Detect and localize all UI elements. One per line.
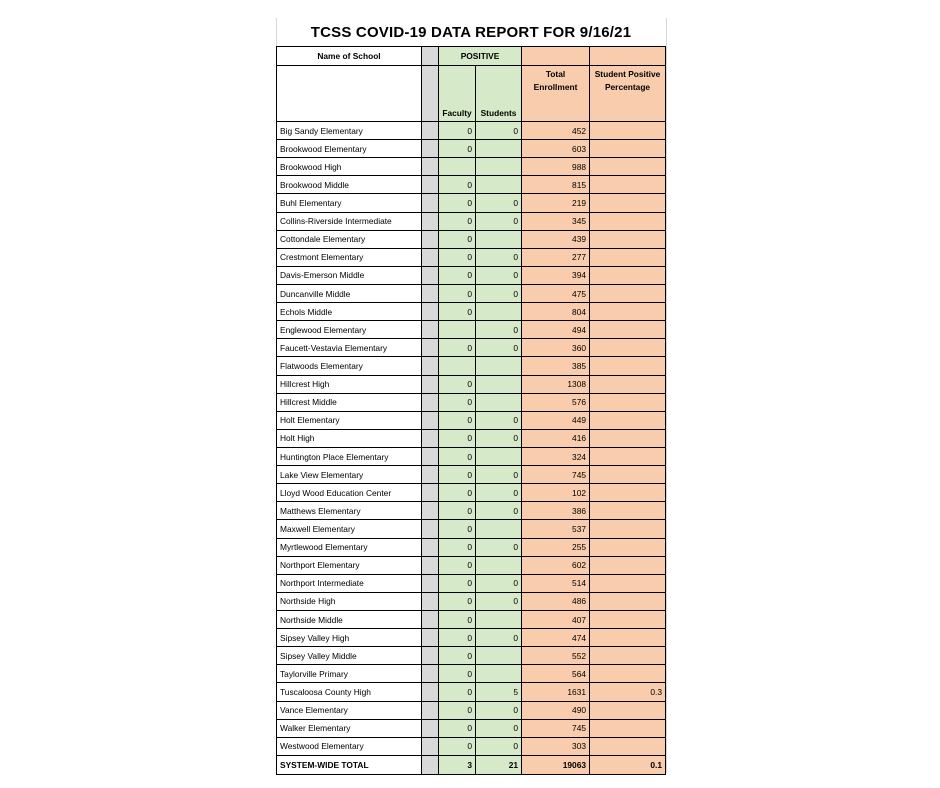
faculty-positive: 0 — [439, 140, 476, 158]
total-enrollment: 603 — [522, 140, 590, 158]
table-row — [277, 122, 666, 140]
faculty-positive: 0 — [439, 411, 476, 429]
school-name: Collins-Riverside Intermediate — [277, 212, 422, 230]
gap-cell — [422, 303, 439, 321]
student-positive-pct — [590, 122, 666, 140]
table-row — [277, 701, 666, 719]
students-positive — [476, 393, 522, 411]
school-name: Westwood Elementary — [277, 737, 422, 755]
students-positive — [476, 375, 522, 393]
student-positive-pct — [590, 429, 666, 447]
gap-cell — [422, 647, 439, 665]
faculty-positive: 0 — [439, 665, 476, 683]
table-row — [277, 357, 666, 375]
positive-header: POSITIVE — [439, 47, 522, 66]
faculty-positive: 0 — [439, 466, 476, 484]
faculty-positive: 0 — [439, 574, 476, 592]
student-positive-pct — [590, 466, 666, 484]
table-row — [277, 140, 666, 158]
student-positive-pct — [590, 629, 666, 647]
header-row-2 — [277, 66, 666, 122]
gap-cell — [422, 592, 439, 610]
students-positive — [476, 357, 522, 375]
table-body — [277, 122, 666, 756]
school-name: Sipsey Valley Middle — [277, 647, 422, 665]
gap-cell — [422, 520, 439, 538]
gap-cell — [422, 140, 439, 158]
student-positive-pct — [590, 339, 666, 357]
students-positive: 0 — [476, 339, 522, 357]
gap-cell — [422, 755, 439, 774]
school-name: Northport Intermediate — [277, 574, 422, 592]
total-enrollment: 407 — [522, 610, 590, 628]
sheet-border-right — [666, 18, 667, 773]
table-row — [277, 466, 666, 484]
student-positive-pct — [590, 303, 666, 321]
school-name: Vance Elementary — [277, 701, 422, 719]
table-row — [277, 303, 666, 321]
faculty-positive: 0 — [439, 538, 476, 556]
student-positive-pct — [590, 647, 666, 665]
total-enrollment: 386 — [522, 502, 590, 520]
total-enrollment: 1308 — [522, 375, 590, 393]
students-positive: 0 — [476, 592, 522, 610]
students-positive — [476, 303, 522, 321]
school-name: Flatwoods Elementary — [277, 357, 422, 375]
covid-data-table — [276, 46, 666, 775]
total-enrollment: 815 — [522, 176, 590, 194]
faculty-positive: 0 — [439, 647, 476, 665]
school-name: Holt High — [277, 429, 422, 447]
total-enrollment: 490 — [522, 701, 590, 719]
gap-cell — [422, 701, 439, 719]
student-positive-pct — [590, 484, 666, 502]
gap-cell — [422, 266, 439, 284]
report-title: TCSS COVID-19 DATA REPORT FOR 9/16/21 — [310, 24, 632, 41]
total-enrollment: 745 — [522, 719, 590, 737]
students-positive — [476, 665, 522, 683]
school-name: Holt Elementary — [277, 411, 422, 429]
total-enrollment: 452 — [522, 122, 590, 140]
table-row — [277, 248, 666, 266]
table-row — [277, 538, 666, 556]
students-positive: 0 — [476, 502, 522, 520]
student-positive-pct-header: Student Positive Percentage — [590, 66, 666, 122]
students-header: Students — [476, 66, 522, 122]
school-name: Brookwood High — [277, 158, 422, 176]
school-name: Buhl Elementary — [277, 194, 422, 212]
students-positive: 0 — [476, 194, 522, 212]
student-positive-pct — [590, 212, 666, 230]
total-enrollment: 360 — [522, 339, 590, 357]
table-row — [277, 321, 666, 339]
enrollment-header-top — [522, 47, 590, 66]
faculty-positive: 0 — [439, 393, 476, 411]
total-enrollment: 439 — [522, 230, 590, 248]
gap-cell — [422, 429, 439, 447]
table-row — [277, 158, 666, 176]
table-row — [277, 502, 666, 520]
gap-cell — [422, 411, 439, 429]
gap-cell — [422, 447, 439, 465]
total-enrollment: 1631 — [522, 683, 590, 701]
gap-cell — [422, 719, 439, 737]
gap-cell — [422, 194, 439, 212]
faculty-positive: 0 — [439, 701, 476, 719]
faculty-positive: 0 — [439, 719, 476, 737]
table-row — [277, 719, 666, 737]
students-positive — [476, 610, 522, 628]
faculty-positive: 0 — [439, 375, 476, 393]
gap-cell — [422, 212, 439, 230]
student-positive-pct — [590, 140, 666, 158]
faculty-positive: 0 — [439, 303, 476, 321]
student-positive-pct — [590, 321, 666, 339]
faculty-positive: 0 — [439, 683, 476, 701]
table-row — [277, 647, 666, 665]
students-positive: 0 — [476, 122, 522, 140]
student-positive-pct — [590, 357, 666, 375]
students-positive: 0 — [476, 574, 522, 592]
total-students: 21 — [476, 755, 522, 774]
school-name: Walker Elementary — [277, 719, 422, 737]
gap-cell — [422, 158, 439, 176]
table-row — [277, 393, 666, 411]
table-row — [277, 339, 666, 357]
gap-cell — [422, 629, 439, 647]
table-row — [277, 683, 666, 701]
school-name: Matthews Elementary — [277, 502, 422, 520]
faculty-positive: 0 — [439, 266, 476, 284]
table-row — [277, 737, 666, 755]
students-positive — [476, 447, 522, 465]
table-row — [277, 212, 666, 230]
student-positive-pct — [590, 230, 666, 248]
table-row — [277, 665, 666, 683]
faculty-positive: 0 — [439, 737, 476, 755]
school-name: Northside Middle — [277, 610, 422, 628]
table-row — [277, 266, 666, 284]
gap-cell — [422, 556, 439, 574]
students-positive: 0 — [476, 284, 522, 302]
faculty-positive: 0 — [439, 230, 476, 248]
total-enrollment: 416 — [522, 429, 590, 447]
total-enrollment: 475 — [522, 284, 590, 302]
table-row — [277, 375, 666, 393]
header-row-1 — [277, 47, 666, 66]
school-name: Tuscaloosa County High — [277, 683, 422, 701]
gap-cell — [422, 574, 439, 592]
faculty-positive: 0 — [439, 556, 476, 574]
table-row — [277, 194, 666, 212]
students-positive — [476, 520, 522, 538]
faculty-positive: 0 — [439, 339, 476, 357]
total-enrollment: 219 — [522, 194, 590, 212]
total-enrollment: 385 — [522, 357, 590, 375]
faculty-positive: 0 — [439, 484, 476, 502]
total-enrollment: 494 — [522, 321, 590, 339]
student-positive-pct — [590, 176, 666, 194]
table-row — [277, 610, 666, 628]
faculty-positive: 0 — [439, 429, 476, 447]
students-positive: 0 — [476, 248, 522, 266]
total-enrollment: 394 — [522, 266, 590, 284]
table-row — [277, 447, 666, 465]
school-name: Duncanville Middle — [277, 284, 422, 302]
table-row — [277, 230, 666, 248]
pct-header-top — [590, 47, 666, 66]
student-positive-pct — [590, 447, 666, 465]
school-name: Englewood Elementary — [277, 321, 422, 339]
total-enrollment: 19063 — [522, 755, 590, 774]
gap-cell — [422, 683, 439, 701]
student-positive-pct — [590, 665, 666, 683]
students-positive: 0 — [476, 484, 522, 502]
table-row — [277, 629, 666, 647]
student-positive-pct — [590, 411, 666, 429]
students-positive: 0 — [476, 538, 522, 556]
school-name: Huntington Place Elementary — [277, 447, 422, 465]
total-enrollment: 277 — [522, 248, 590, 266]
total-enrollment: 303 — [522, 737, 590, 755]
student-positive-pct — [590, 158, 666, 176]
gap-cell — [422, 538, 439, 556]
total-enrollment-header: Total Enrollment — [522, 66, 590, 122]
total-enrollment: 537 — [522, 520, 590, 538]
student-positive-pct — [590, 393, 666, 411]
student-positive-pct: 0.3 — [590, 683, 666, 701]
table-row — [277, 411, 666, 429]
student-positive-pct — [590, 284, 666, 302]
report-sheet — [276, 18, 666, 773]
student-positive-pct — [590, 610, 666, 628]
students-positive: 0 — [476, 266, 522, 284]
students-positive: 0 — [476, 701, 522, 719]
students-positive — [476, 647, 522, 665]
gap-cell — [422, 230, 439, 248]
students-positive: 5 — [476, 683, 522, 701]
total-enrollment: 552 — [522, 647, 590, 665]
gap-cell — [422, 357, 439, 375]
total-faculty: 3 — [439, 755, 476, 774]
student-positive-pct — [590, 574, 666, 592]
gap-cell — [422, 375, 439, 393]
students-positive — [476, 140, 522, 158]
gap-cell — [422, 47, 439, 66]
student-positive-pct — [590, 248, 666, 266]
school-name: Lloyd Wood Education Center — [277, 484, 422, 502]
students-positive: 0 — [476, 466, 522, 484]
gap-cell — [422, 66, 439, 122]
school-header-blank — [277, 66, 422, 122]
gap-cell — [422, 393, 439, 411]
total-enrollment: 804 — [522, 303, 590, 321]
table-row — [277, 176, 666, 194]
school-name: Brookwood Middle — [277, 176, 422, 194]
total-enrollment: 449 — [522, 411, 590, 429]
gap-cell — [422, 466, 439, 484]
students-positive: 0 — [476, 737, 522, 755]
gap-cell — [422, 122, 439, 140]
school-name: Brookwood Elementary — [277, 140, 422, 158]
faculty-positive: 0 — [439, 122, 476, 140]
total-label: SYSTEM-WIDE TOTAL — [277, 755, 422, 774]
school-name: Hillcrest High — [277, 375, 422, 393]
gap-cell — [422, 321, 439, 339]
school-name: Crestmont Elementary — [277, 248, 422, 266]
faculty-positive: 0 — [439, 176, 476, 194]
table-row — [277, 574, 666, 592]
total-enrollment: 564 — [522, 665, 590, 683]
school-name: Hillcrest Middle — [277, 393, 422, 411]
table-row — [277, 484, 666, 502]
student-positive-pct — [590, 194, 666, 212]
school-name: Maxwell Elementary — [277, 520, 422, 538]
table-row — [277, 556, 666, 574]
student-positive-pct — [590, 375, 666, 393]
students-positive — [476, 176, 522, 194]
total-enrollment: 514 — [522, 574, 590, 592]
student-positive-pct — [590, 592, 666, 610]
school-name: Faucett-Vestavia Elementary — [277, 339, 422, 357]
total-enrollment: 745 — [522, 466, 590, 484]
school-header: Name of School — [277, 47, 422, 66]
students-positive: 0 — [476, 212, 522, 230]
gap-cell — [422, 176, 439, 194]
gap-cell — [422, 284, 439, 302]
faculty-header: Faculty — [439, 66, 476, 122]
table-row — [277, 592, 666, 610]
faculty-positive: 0 — [439, 629, 476, 647]
faculty-positive: 0 — [439, 502, 476, 520]
total-enrollment: 102 — [522, 484, 590, 502]
faculty-positive: 0 — [439, 194, 476, 212]
faculty-positive: 0 — [439, 520, 476, 538]
total-enrollment: 576 — [522, 393, 590, 411]
student-positive-pct — [590, 701, 666, 719]
total-enrollment: 255 — [522, 538, 590, 556]
school-name: Lake View Elementary — [277, 466, 422, 484]
faculty-positive: 0 — [439, 447, 476, 465]
students-positive — [476, 230, 522, 248]
faculty-positive: 0 — [439, 592, 476, 610]
students-positive — [476, 556, 522, 574]
students-positive: 0 — [476, 629, 522, 647]
faculty-positive: 0 — [439, 248, 476, 266]
total-enrollment: 345 — [522, 212, 590, 230]
school-name: Northport Elementary — [277, 556, 422, 574]
total-pct: 0.1 — [590, 755, 666, 774]
gap-cell — [422, 502, 439, 520]
total-enrollment: 474 — [522, 629, 590, 647]
faculty-positive: 0 — [439, 610, 476, 628]
faculty-positive — [439, 357, 476, 375]
gap-cell — [422, 484, 439, 502]
students-positive: 0 — [476, 719, 522, 737]
school-name: Davis-Emerson Middle — [277, 266, 422, 284]
school-name: Northside High — [277, 592, 422, 610]
gap-cell — [422, 339, 439, 357]
gap-cell — [422, 665, 439, 683]
gap-cell — [422, 610, 439, 628]
student-positive-pct — [590, 502, 666, 520]
faculty-positive: 0 — [439, 284, 476, 302]
total-enrollment: 486 — [522, 592, 590, 610]
students-positive — [476, 158, 522, 176]
student-positive-pct — [590, 556, 666, 574]
total-enrollment: 988 — [522, 158, 590, 176]
student-positive-pct — [590, 719, 666, 737]
system-total-row — [277, 755, 666, 774]
table-row — [277, 520, 666, 538]
gap-cell — [422, 248, 439, 266]
student-positive-pct — [590, 737, 666, 755]
students-positive: 0 — [476, 429, 522, 447]
school-name: Sipsey Valley High — [277, 629, 422, 647]
faculty-positive — [439, 321, 476, 339]
school-name: Myrtlewood Elementary — [277, 538, 422, 556]
school-name: Cottondale Elementary — [277, 230, 422, 248]
student-positive-pct — [590, 538, 666, 556]
faculty-positive: 0 — [439, 212, 476, 230]
student-positive-pct — [590, 520, 666, 538]
students-positive: 0 — [476, 321, 522, 339]
school-name: Taylorville Primary — [277, 665, 422, 683]
students-positive: 0 — [476, 411, 522, 429]
table-row — [277, 429, 666, 447]
school-name: Echols Middle — [277, 303, 422, 321]
gap-cell — [422, 737, 439, 755]
student-positive-pct — [590, 266, 666, 284]
school-name: Big Sandy Elementary — [277, 122, 422, 140]
table-row — [277, 284, 666, 302]
total-enrollment: 602 — [522, 556, 590, 574]
faculty-positive — [439, 158, 476, 176]
total-enrollment: 324 — [522, 447, 590, 465]
